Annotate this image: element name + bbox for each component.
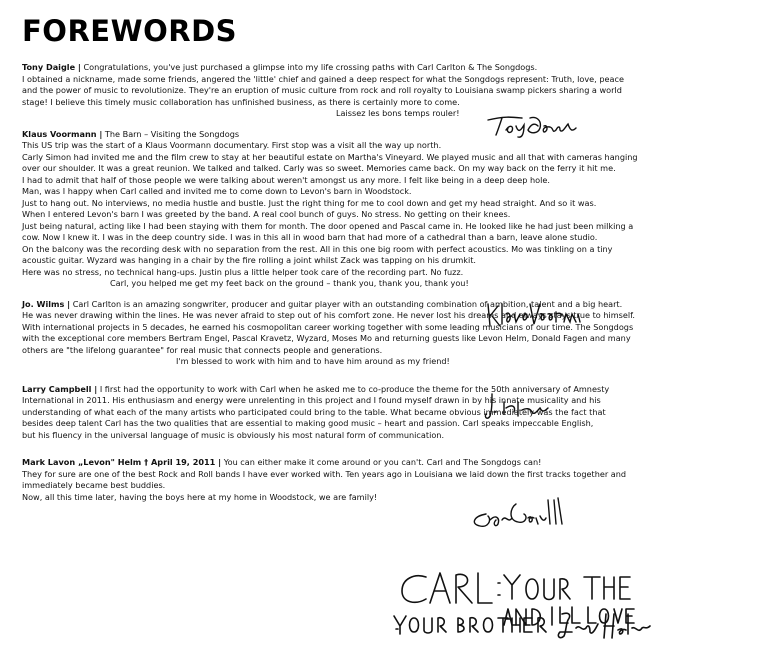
text-line: with the exceptional core members Bertram Engel, Pascal Kravetz, Wyzard, Moses Mo and returning guests like Levon Helm, Donald Fagen and many — [22, 333, 631, 343]
signature-klaus-voormann — [484, 300, 584, 328]
author-name: Jo. Wilms | — [22, 298, 71, 309]
closing-line: Carl, you helped me get my feet back on the ground – thank you, thank you, thank you! — [110, 278, 469, 288]
foreword-larry-campbell — [22, 384, 742, 442]
page-title: FOREWORDS — [22, 14, 238, 48]
handwritten-note-levon-line3 — [392, 608, 656, 654]
signature-larry-campbell — [466, 494, 576, 534]
text-line: This US trip was the start of a Klaus Voormann documentary. First stop was a visit all the way up north. — [22, 140, 442, 150]
text-line: International in 2011. His enthusiasm and energy were unrelenting in this project and I found myself drawn in by his innate musicality and his — [22, 395, 601, 405]
text-line: besides deep talent Carl has the two qualities that are essential to making good music – heart and passion. Carl speaks impeccable English, — [22, 418, 594, 428]
author-name: Klaus Voormann | — [22, 128, 103, 139]
text-line: When I entered Levon's barn I was greeted by the band. A real cool bunch of guys. No stress. No getting on their knees. — [22, 209, 511, 219]
text-line: cow. Now I knew it. I was in the deep country side. I was in this all in wood barn that had more of a cathedral than a barn, leave alone studio. — [22, 232, 598, 242]
text-line: On the balcony was the recording desk with no separation from the rest. All in this one big room with perfect acoustics. Mo was tinkling on a tiny — [22, 243, 613, 254]
closing-line: Laissez les bons temps rouler! — [336, 108, 460, 118]
text-line: I had to admit that half of those people we were talking about weren't amongst us any more. I felt like being in a deep deep hole. — [22, 174, 550, 185]
text-line: acoustic guitar. Wyzard was hanging in a chair by the fire rolling a joint whilst Zack was tapping on his drumkit. — [22, 255, 476, 265]
text-line: and the power of music to revolutionize. They're an eruption of music culture from rock and roll royalty to Louisiana swamp pickers sharing a world — [22, 85, 622, 95]
foreword-levon-helm — [22, 457, 742, 503]
text-line: The Barn – Visiting the Songdogs — [102, 128, 240, 139]
text-line: Congratulations, you've just purchased a glimpse into my life crossing paths with Carl Carlton & The Songdogs. — [80, 62, 538, 72]
text-line: They for sure are one of the best Rock and Roll bands I have ever worked with. Ten years ago in Louisiana we laid down the first tracks together and — [22, 468, 627, 479]
text-line: but his fluency in the universal language of music is obviously his most natural form of communication. — [22, 429, 445, 440]
text-line: Here was no stress, no technical hang-ups. Justin plus a little helper took care of the recording part. No fuzz. — [22, 266, 464, 277]
text-line: Just being natural, acting like I had been staying with them for month. The door opened and Pascal came in. He looked like he had just been milking a — [22, 220, 634, 231]
text-line: stage! I believe this timely music collaboration has unfinished business, as there is certainly more to come. — [22, 96, 460, 107]
text-line: understanding of what each of the many artists who participated could bring to the table. What became obvious immediately was the fact that — [22, 406, 606, 417]
text-line: He was never drawing within the lines. He was never afraid to step out of his comfort zone. He never lost his dreams and always stays true to himself. — [22, 310, 635, 320]
foreword-klaus-voormann — [22, 129, 742, 290]
author-name: Mark Lavon „Levon" Helm † April 19, 2011 | — [22, 457, 222, 467]
text-line: You can either make it come around or you can't. Carl and The Songdogs can! — [221, 457, 542, 467]
text-line: Man, was I happy when Carl called and invited me to come down to Levon's barn in Woodstock. — [22, 186, 412, 196]
text-line: I first had the opportunity to work with Carl when he asked me to co-produce the theme for the 50th anniversary of Amnesty — [97, 383, 610, 394]
text-line: immediately became best buddies. — [22, 480, 166, 490]
author-name: Larry Campbell | — [22, 383, 98, 394]
text-line: Now, all this time later, having the boys here at my home in Woodstock, we are family! — [22, 491, 378, 502]
signature-jo-wilms — [482, 390, 552, 422]
text-line: I obtained a nickname, made some friends, angered the 'little' chief and gained a deep respect for what the Songdogs represent: Truth, love, peace — [22, 73, 624, 84]
foreword-jo-wilms — [22, 299, 742, 368]
author-name: Tony Daigle | — [22, 62, 81, 72]
signature-tony-daigle — [484, 112, 580, 138]
text-line: Carly Simon had invited me and the film crew to stay at her beautiful estate on Martha's Vineyard. We played music and all that with cameras hanging — [22, 151, 638, 162]
text-line: With international projects in 5 decades, he earned his cosmopolitan career working together with some leading musicians of our time. The Songdogs — [22, 321, 634, 332]
forewords-page — [22, 14, 742, 512]
closing-line: I'm blessed to work with him and to have him around as my friend! — [176, 356, 450, 366]
text-line: over our shoulder. It was a great reunion. We talked and talked. Carly was so sweet. Memories came back. On my way back on the ferry it hit me. — [22, 163, 616, 173]
text-line: Just to hang out. No interviews, no media hustle and bustle. Just the right thing for me to cool down and get my head straight. And so it was. — [22, 197, 597, 208]
text-line: Carl Carlton is an amazing songwriter, producer and guitar player with an outstanding combination of ambition, talent and a big heart. — [70, 298, 623, 309]
text-line: others are "the lifelong guarantee" for real music that connects people and generations. — [22, 344, 383, 355]
foreword-tony-daigle — [22, 62, 742, 120]
